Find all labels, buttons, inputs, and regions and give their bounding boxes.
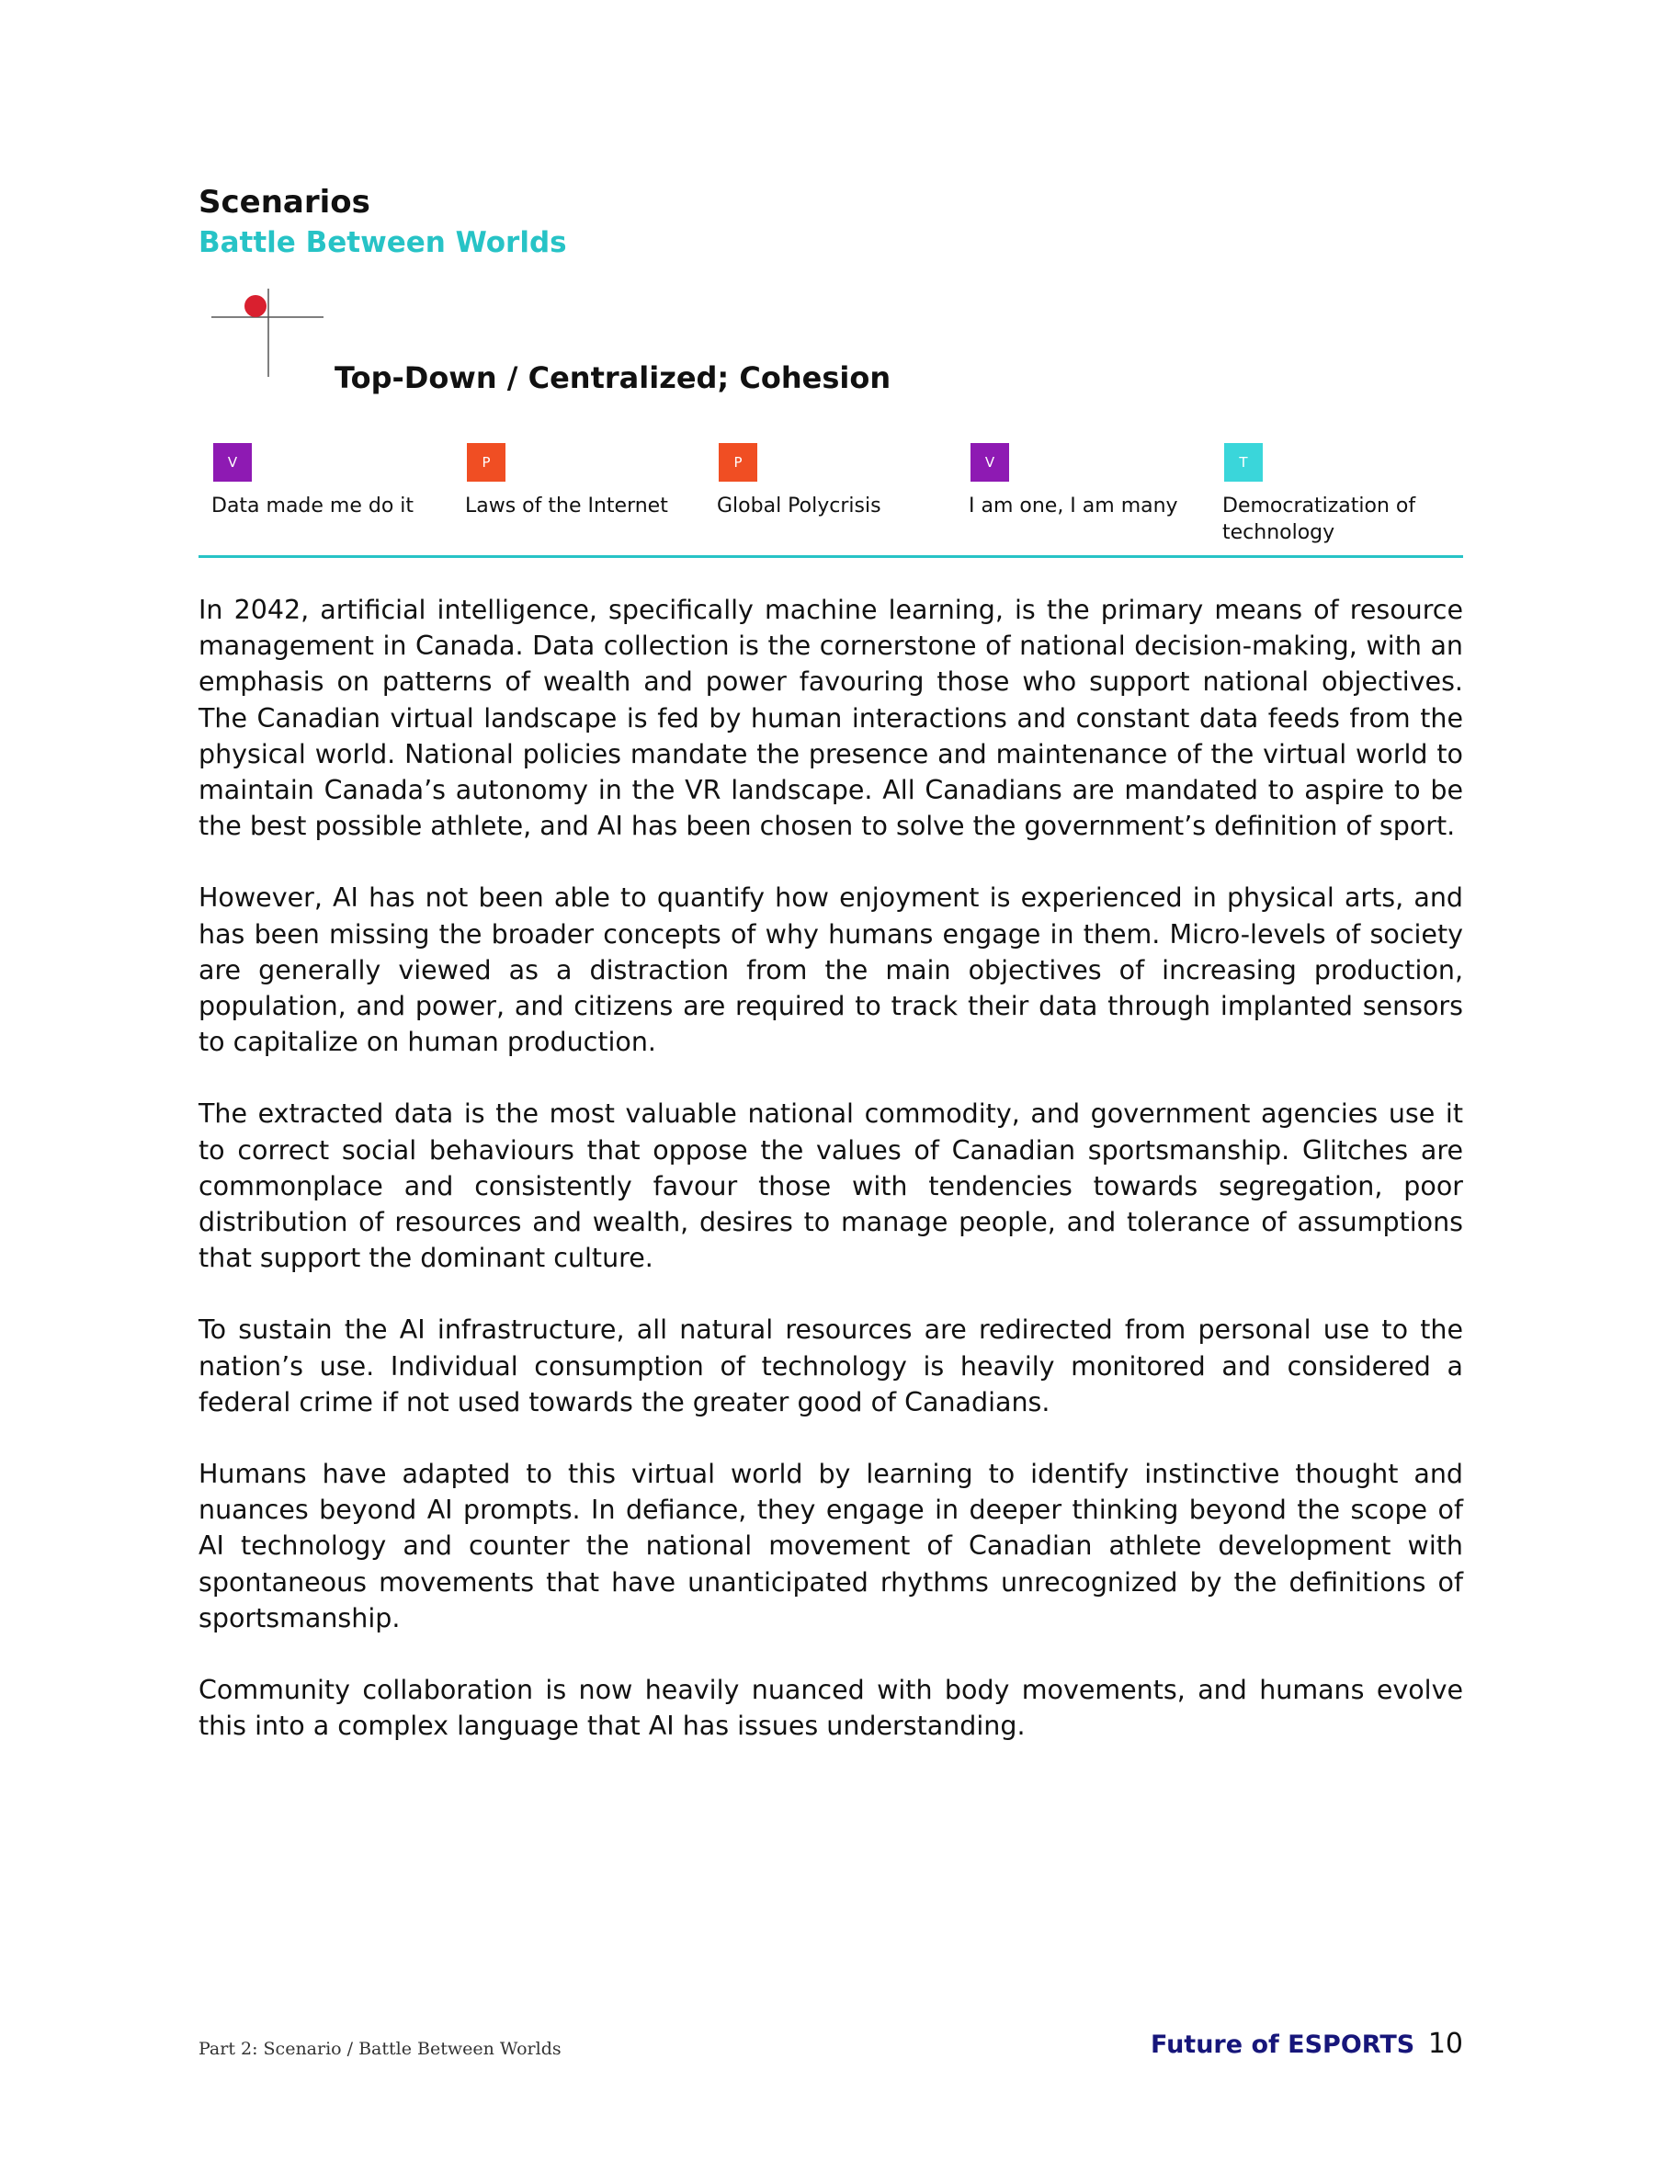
driver-list bbox=[199, 443, 1467, 544]
driver-badge: P bbox=[467, 443, 505, 482]
quadrant-label: Top-Down / Centralized; Cohesion bbox=[335, 360, 891, 395]
footer-section-label: Part 2: Scenario / Battle Between Worlds bbox=[199, 2039, 562, 2059]
paragraph: Community collaboration is now heavily nuanced with body movements, and humans evolve this into a complex language that AI has issues understanding. bbox=[199, 1675, 1463, 1742]
driver-label: I am one, I am many bbox=[969, 495, 1178, 518]
driver-label: Global Polycrisis bbox=[717, 495, 881, 518]
driver-label: Laws of the Internet bbox=[465, 495, 668, 518]
paragraph: In 2042, artificial intelligence, specifically machine learning, is the primary means of resource management in Canada. Data collection is the cornerstone of national decision-making, with an emphasis on patterns of wealth and power favouring those who support national objectives. The Canadian virtual landscape is fed by human interactions and constant data feeds from the physical world. National policies mandate the presence and maintenance of the virtual world to maintain Canada’s autonomy in the VR landscape. All Canadians are mandated to aspire to be the best possible athlete, and AI has been chosen to solve the government’s definition of sport. bbox=[199, 595, 1463, 842]
quadrant-axis-graphic bbox=[208, 287, 327, 379]
page-number: 10 bbox=[1427, 2028, 1463, 2060]
driver-badge: T bbox=[1224, 443, 1263, 482]
quadrant-marker-dot bbox=[244, 295, 267, 317]
footer-brand: Future of ESPORTS bbox=[1150, 2030, 1415, 2059]
page-subtitle: Battle Between Worlds bbox=[199, 226, 567, 259]
driver-label: Data made me do it bbox=[211, 495, 414, 518]
section-divider bbox=[199, 555, 1463, 558]
paragraph: Humans have adapted to this virtual world by learning to identify instinctive thought and nuances beyond AI prompts. In defiance, they engage in deeper thinking beyond the scope of AI technology and counter the national movement of Canadian athlete development with spontaneous movements that have unanticipated rhythms unrecognized by the definitions of sportsmanship. bbox=[199, 1459, 1463, 1633]
driver-label: Democratization of technology bbox=[1222, 495, 1416, 544]
driver-badge: V bbox=[971, 443, 1009, 482]
paragraph: To sustain the AI infrastructure, all natural resources are redirected from personal use to the nation’s use. Individual consumption of technology is heavily monitored and considered a federal crime if not used towards the greater good of Canadians. bbox=[199, 1314, 1463, 1417]
body-text bbox=[199, 592, 1463, 1780]
footer-brand-block bbox=[1151, 2028, 1463, 2060]
driver-badge: P bbox=[719, 443, 757, 482]
paragraph: The extracted data is the most valuable national commodity, and government agencies use it to correct social behaviours that oppose the values of Canadian sportsmanship. Glitches are commonplace and consistently favour those with tendencies towards segregation, poor distribution of resources and wealth, desires to manage people, and tolerance of assumptions that support the dominant culture. bbox=[199, 1098, 1463, 1274]
driver-badge: V bbox=[213, 443, 252, 482]
page-title: Scenarios bbox=[199, 184, 370, 221]
paragraph: However, AI has not been able to quantify how enjoyment is experienced in physical arts, and has been missing the broader concepts of why humans engage in them. Micro-levels of society are generally viewed as a distraction from the main objectives of increasing production, population, and power, and citizens are required to track their data through implanted sensors to capitalize on human production. bbox=[199, 882, 1463, 1058]
